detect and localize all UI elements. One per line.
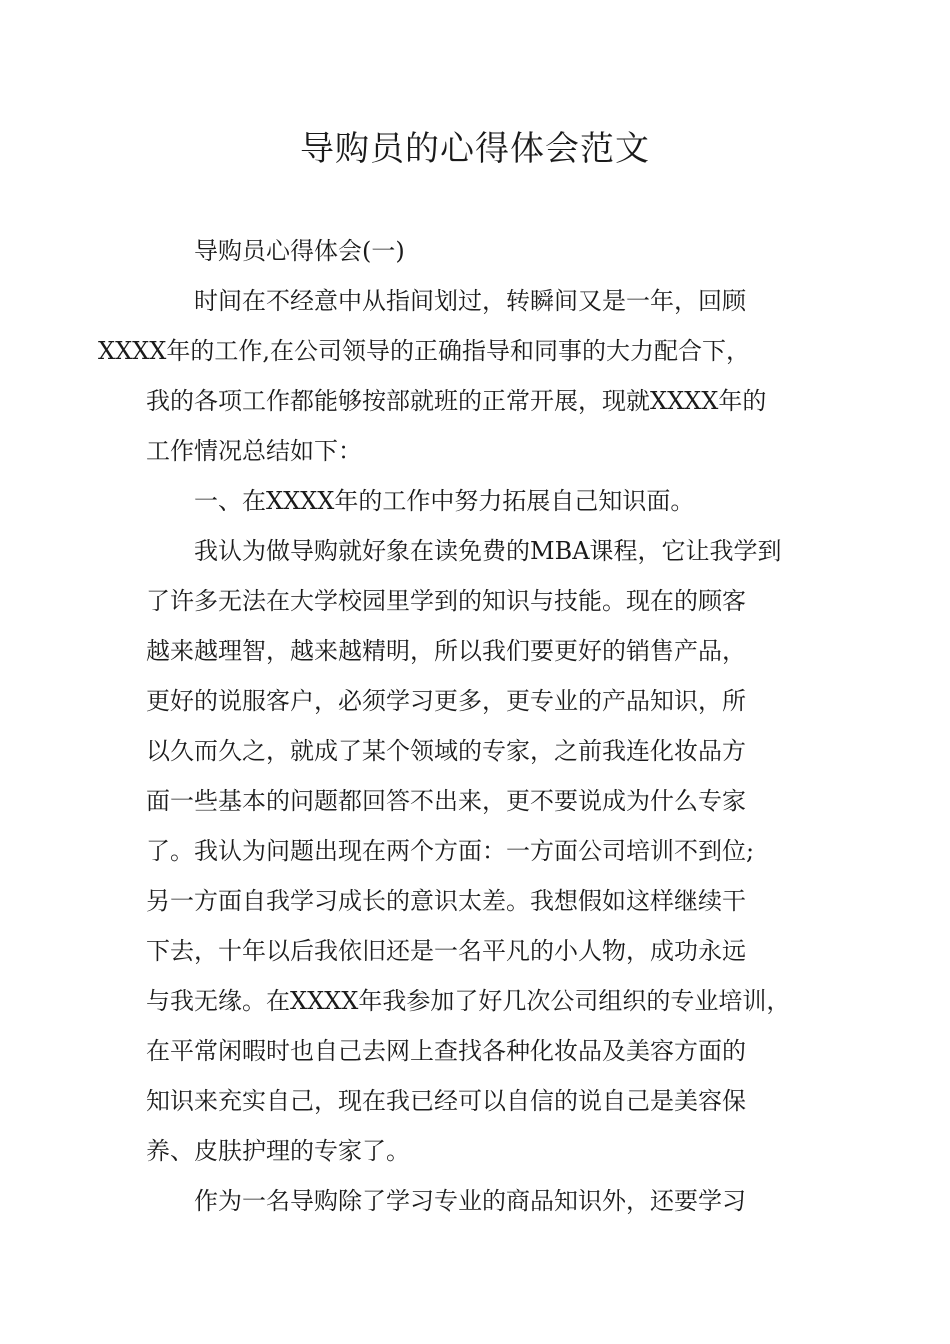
text-line: 越来越理智，越来越精明，所以我们要更好的销售产品， <box>146 637 746 665</box>
text-line: 更好的说服客户，必须学习更多，更专业的产品知识，所 <box>146 687 746 715</box>
text-line: 我的各项工作都能够按部就班的正常开展，现就XXXX年的 <box>146 387 767 415</box>
text-line: 时间在不经意中从指间划过，转瞬间又是一年，回顾 <box>194 287 746 315</box>
paragraph-section-heading <box>146 476 810 526</box>
paragraph-continued <box>146 1176 810 1226</box>
text-line: 在平常闲暇时也自己去网上查找各种化妆品及美容方面的 <box>146 1037 746 1065</box>
text-line: XXXX年的工作,在公司领导的正确指导和同事的大力配合下， <box>98 337 750 365</box>
paragraph-intro <box>98 276 810 476</box>
document-body <box>98 226 810 1226</box>
text-line: 我认为做导购就好象在读免费的MBA课程，它让我学到 <box>194 537 782 565</box>
document-title: 导购员的心得体会范文 <box>300 129 650 169</box>
text-line: 导购员心得体会(一) <box>194 237 405 265</box>
paragraph-main <box>146 526 810 1176</box>
paragraph-subtitle <box>146 226 810 276</box>
text-line: 养、皮肤护理的专家了。 <box>146 1137 410 1165</box>
text-line: 作为一名导购除了学习专业的商品知识外，还要学习 <box>194 1187 746 1215</box>
text-line: 面一些基本的问题都回答不出来，更不要说成为什么专家 <box>146 787 746 815</box>
text-line: 与我无缘。在XXXX年我参加了好几次公司组织的专业培训， <box>146 987 791 1015</box>
text-line: 下去，十年以后我依旧还是一名平凡的小人物，成功永远 <box>146 937 746 965</box>
text-line: 了许多无法在大学校园里学到的知识与技能。现在的顾客 <box>146 587 746 615</box>
text-line: 另一方面自我学习成长的意识太差。我想假如这样继续干 <box>146 887 746 915</box>
text-line: 工作情况总结如下： <box>146 437 362 465</box>
text-line: 一、在XXXX年的工作中努力拓展自己知识面。 <box>194 487 695 515</box>
text-line: 以久而久之，就成了某个领域的专家，之前我连化妆品方 <box>146 737 746 765</box>
text-line: 知识来充实自己，现在我已经可以自信的说自己是美容保 <box>146 1087 746 1115</box>
text-line: 了。我认为问题出现在两个方面：一方面公司培训不到位; <box>146 837 755 865</box>
